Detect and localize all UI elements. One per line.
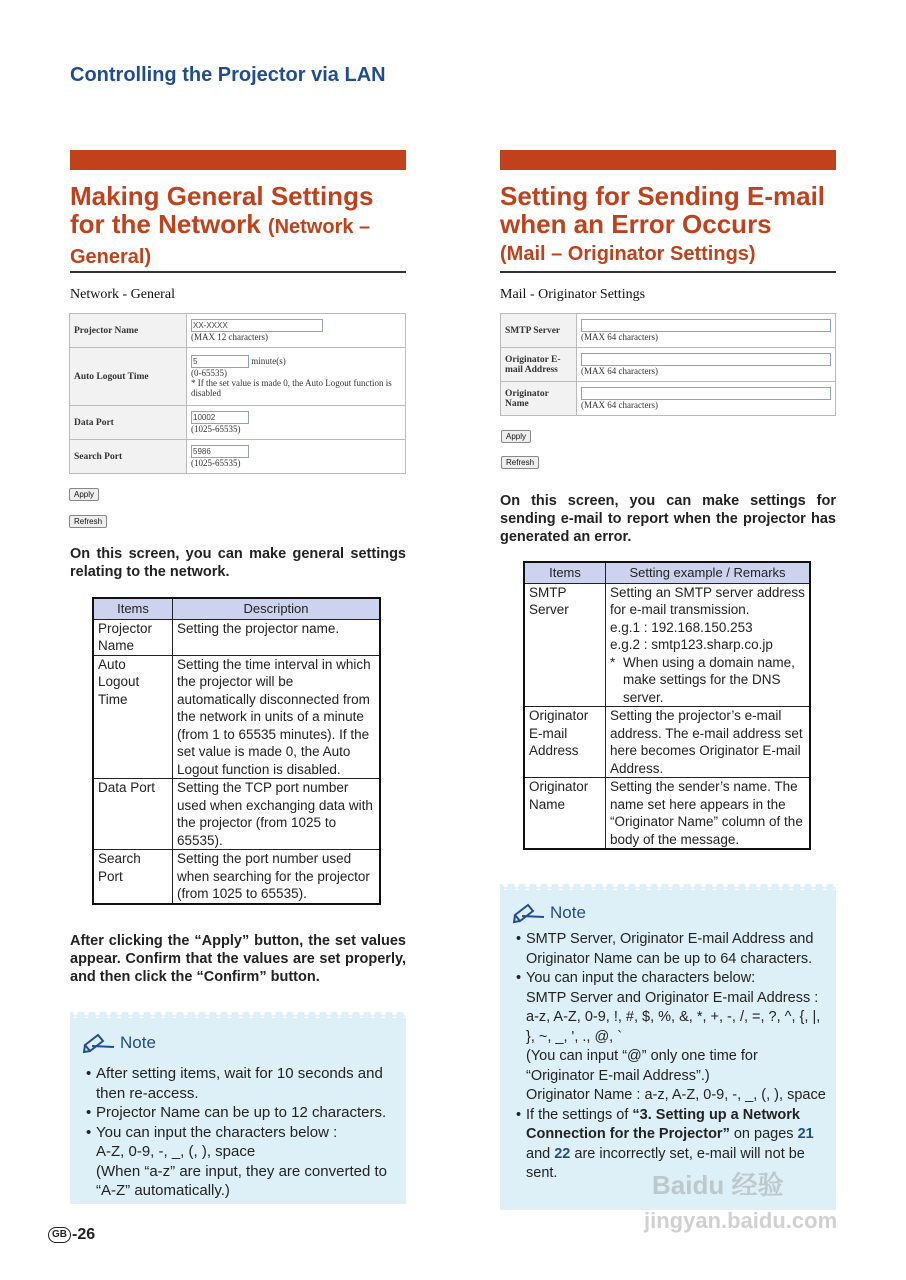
smtp-server-input[interactable]: [581, 319, 831, 332]
table-row: Data Port Setting the TCP port number used when exchanging data with the projector (from 1025 to 65535).: [93, 779, 380, 850]
search-port-label: Search Port: [70, 440, 187, 474]
pencil-icon: [82, 1032, 116, 1054]
table-header-items: Items: [524, 562, 606, 583]
apply-button[interactable]: Apply: [501, 430, 531, 443]
table-row: Projector Name Setting the projector name.: [93, 619, 380, 655]
screen-title: Mail - Originator Settings: [500, 287, 646, 302]
watermark-logo: Baidu 经验: [652, 1170, 784, 1200]
after-apply-text: After clicking the “Apply” button, the set values appear. Confirm that the values are set properly, and then click the “Confirm” button.: [70, 933, 406, 985]
table-row: SMTP Server Setting an SMTP server address for e-mail transmission. e.g.1 : 192.168.150.253 e.g.2 : smtp123.sharp.co.jp * When using a domain name, make settings for the DNS server.: [524, 583, 810, 707]
page-number: GB -26: [48, 1226, 95, 1244]
list-item: • After setting items, wait for 10 seconds and then re-access.: [86, 1064, 398, 1103]
table-row: Originator Name Setting the sender’s name. The name set here appears in the “Originator Name” column of the body of the message.: [524, 778, 810, 850]
note-box: [500, 884, 836, 1210]
originator-email-label: Originator E-mail Address: [501, 348, 577, 382]
data-port-hint: (1025-65535): [191, 424, 241, 434]
projector-name-hint: (MAX 12 characters): [191, 332, 268, 342]
originator-name-label: Originator Name: [501, 382, 577, 416]
page-title: Controlling the Projector via LAN: [70, 64, 386, 86]
projector-name-input[interactable]: [191, 319, 323, 332]
data-port-input[interactable]: [191, 411, 249, 424]
note-header: Note: [82, 1032, 406, 1054]
section-rule: [500, 271, 836, 273]
list-item: • SMTP Server, Originator E-mail Address and Originator Name can be up to 64 characters.: [516, 930, 828, 969]
list-item: • If the settings of “3. Setting up a Network Connection for the Projector” on pages 21 and 22 are incorrectly set, e-mail will not be sent.: [516, 1106, 828, 1184]
data-port-label: Data Port: [70, 406, 187, 440]
auto-logout-hint: (0-65535): [191, 368, 227, 378]
note-box: [70, 1012, 406, 1204]
auto-logout-note: * If the set value is made 0, the Auto Logout function is disabled: [191, 378, 392, 398]
table-header-items: Items: [93, 598, 173, 619]
table-row: Originator E-mail Address Setting the projector’s e-mail address. The e-mail address set here becomes Originator E-mail Address.: [524, 707, 810, 778]
pencil-icon: [512, 902, 546, 924]
auto-logout-label: Auto Logout Time: [70, 348, 187, 406]
auto-logout-input[interactable]: [191, 355, 249, 368]
auto-logout-unit: minute(s): [251, 356, 286, 366]
projector-name-label: Projector Name: [70, 314, 187, 348]
items-description-table: [92, 597, 381, 905]
section-title-mail: Setting for Sending E-mail when an Error Occurs (Mail – Originator Settings): [500, 181, 826, 265]
watermark-url: jingyan.baidu.com: [644, 1208, 838, 1233]
section-color-bar: [70, 150, 406, 170]
list-item: • Projector Name can be up to 12 characters.: [86, 1103, 398, 1123]
screen-title: Network - General: [70, 287, 175, 302]
section-color-bar: [500, 150, 836, 170]
intro-text: On this screen, you can make settings for sending e-mail to report when the projector has generated an error.: [500, 493, 836, 545]
note-header: Note: [512, 902, 836, 924]
table-row: Auto Logout Time Setting the time interval in which the projector will be automatically disconnected from the network in units of a minute (from 1 to 65535 minutes). If the set value is made 0, the Auto Logout function is disabled.: [93, 655, 380, 779]
smtp-server-label: SMTP Server: [501, 314, 577, 348]
items-remarks-table: [523, 561, 811, 850]
section-rule: [70, 271, 406, 273]
refresh-button[interactable]: Refresh: [69, 515, 107, 528]
originator-name-input[interactable]: [581, 387, 831, 400]
search-port-input[interactable]: [191, 445, 249, 458]
apply-button[interactable]: Apply: [69, 488, 99, 501]
refresh-button[interactable]: Refresh: [501, 456, 539, 469]
intro-text: On this screen, you can make general settings relating to the network.: [70, 546, 406, 580]
network-settings-form: [69, 313, 406, 474]
table-header-remarks: Setting example / Remarks: [606, 562, 811, 583]
originator-email-input[interactable]: [581, 353, 831, 366]
gb-badge: GB: [48, 1227, 71, 1243]
section-title-network: Making General Settings for the Network (Network – General): [70, 181, 374, 268]
search-port-hint: (1025-65535): [191, 458, 241, 468]
table-row: Search Port Setting the port number used when searching for the projector (from 1025 to 65535).: [93, 850, 380, 904]
table-header-description: Description: [173, 598, 381, 619]
mail-settings-form: SMTP Server (MAX 64 characters) Originator E-mail Address (MAX 64 characters) Originator Name (MAX 64 characters): [500, 313, 836, 416]
list-item: • You can input the characters below: SMTP Server and Originator E-mail Address : a-z, A-Z, 0-9, !, #, $, %, &, *, +, -, /, =, ?, ^, {, |, }, ~, _, ', ., @, ` (You can input “@” only one time for “Originator E-mail Address”.) Originator Name : a-z, A-Z, 0-9, -, _, (, ), space: [516, 969, 828, 1106]
list-item: • You can input the characters below : A-Z, 0-9, -, _, (, ), space (When “a-z” are input, they are converted to “A-Z” automatically.): [86, 1123, 398, 1201]
